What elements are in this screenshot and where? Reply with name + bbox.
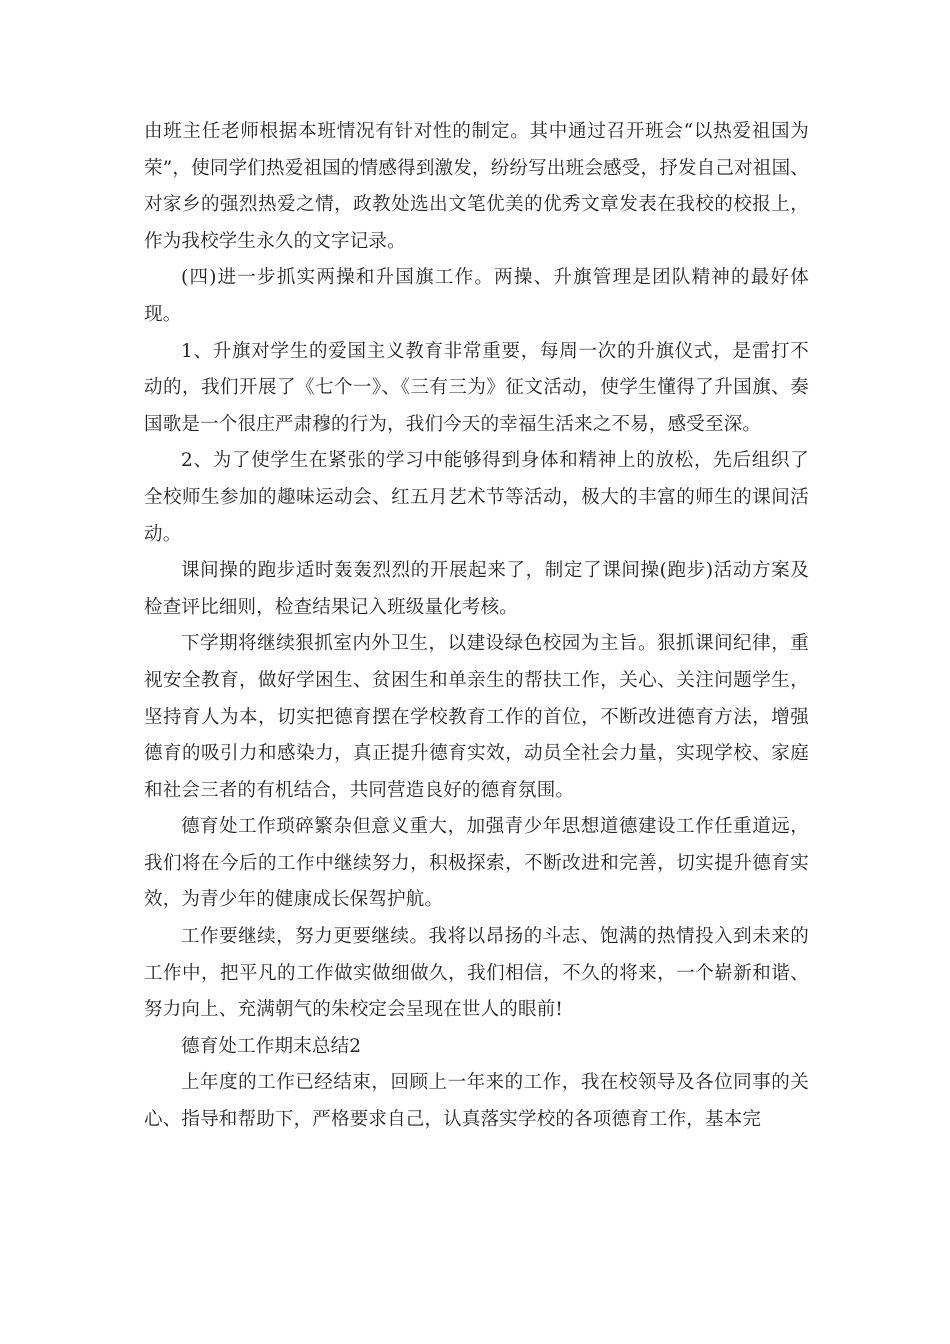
paragraph-section-four: (四)进一步抓实两操和升国旗工作。两操、升旗管理是团队精神的最好体现。 — [144, 267, 809, 325]
paragraph-item-2: 2、为了使学生在紧张的学习中能够得到身体和精神上的放松，先后组织了全校师生参加的趣味运动会、红五月艺术节等活动，极大的丰富的师生的课间活动。 — [144, 450, 809, 545]
paragraph-conclusion: 工作要继续，努力更要继续。我将以昂扬的斗志、饱满的热情投入到未来的工作中，把平凡的工作做实做细做久，我们相信，不久的将来，一个崭新和谐、努力向上、充满朝气的朱校定会呈现在世人的眼前! — [144, 926, 809, 1021]
paragraph-item-1: 1、升旗对学生的爱国主义教育非常重要，每周一次的升旗仪式，是雷打不动的，我们开展了《七个一》、《三有三为》征文活动，使学生懂得了升国旗、奏国歌是一个很庄严肃穆的行为，我们今天的幸福生活来之不易，感受至深。 — [144, 340, 809, 435]
document-body — [144, 114, 809, 1139]
paragraph-exercise: 课间操的跑步适时轰轰烈烈的开展起来了，制定了课间操(跑步)活动方案及检查评比细则，检查结果记入班级量化考核。 — [144, 560, 809, 618]
paragraph-summary-2-intro: 上年度的工作已经结束，回顾上一年来的工作，我在校领导及各位同事的关心、指导和帮助下，严格要求自己，认真落实学校的各项德育工作，基本完 — [144, 1072, 809, 1131]
section-heading: 德育处工作期末总结2 — [181, 1035, 362, 1057]
paragraph-next-semester: 下学期将继续狠抓室内外卫生，以建设绿色校园为主旨。狠抓课间纪律，重视安全教育，做好学困生、贫困生和单亲生的帮扶工作，关心、关注问题学生，坚持育人为本，切实把德育摆在学校教育工作的首位，不断改进德育方法，增强德育的吸引力和感染力，真正提升德育实效，动员全社会力量，实现学校、家庭和社会三者的有机结合，共同营造良好的德育氛围。 — [144, 633, 809, 801]
paragraph-moral-office: 德育处工作琐碎繁杂但意义重大，加强青少年思想道德建设工作任重道远，我们将在今后的工作中继续努力，积极探索，不断改进和完善，切实提升德育实效，为青少年的健康成长保驾护航。 — [144, 816, 809, 911]
paragraph-continuation: 由班主任老师根据本班情况有针对性的制定。其中通过召开班会“以热爱祖国为荣”，使同学们热爱祖国的情感得到激发，纷纷写出班会感受，抒发自己对祖国、对家乡的强烈热爱之情，政教处选出文笔优美的优秀文章发表在我校的校报上，作为我校学生永久的文字记录。 — [144, 121, 809, 252]
